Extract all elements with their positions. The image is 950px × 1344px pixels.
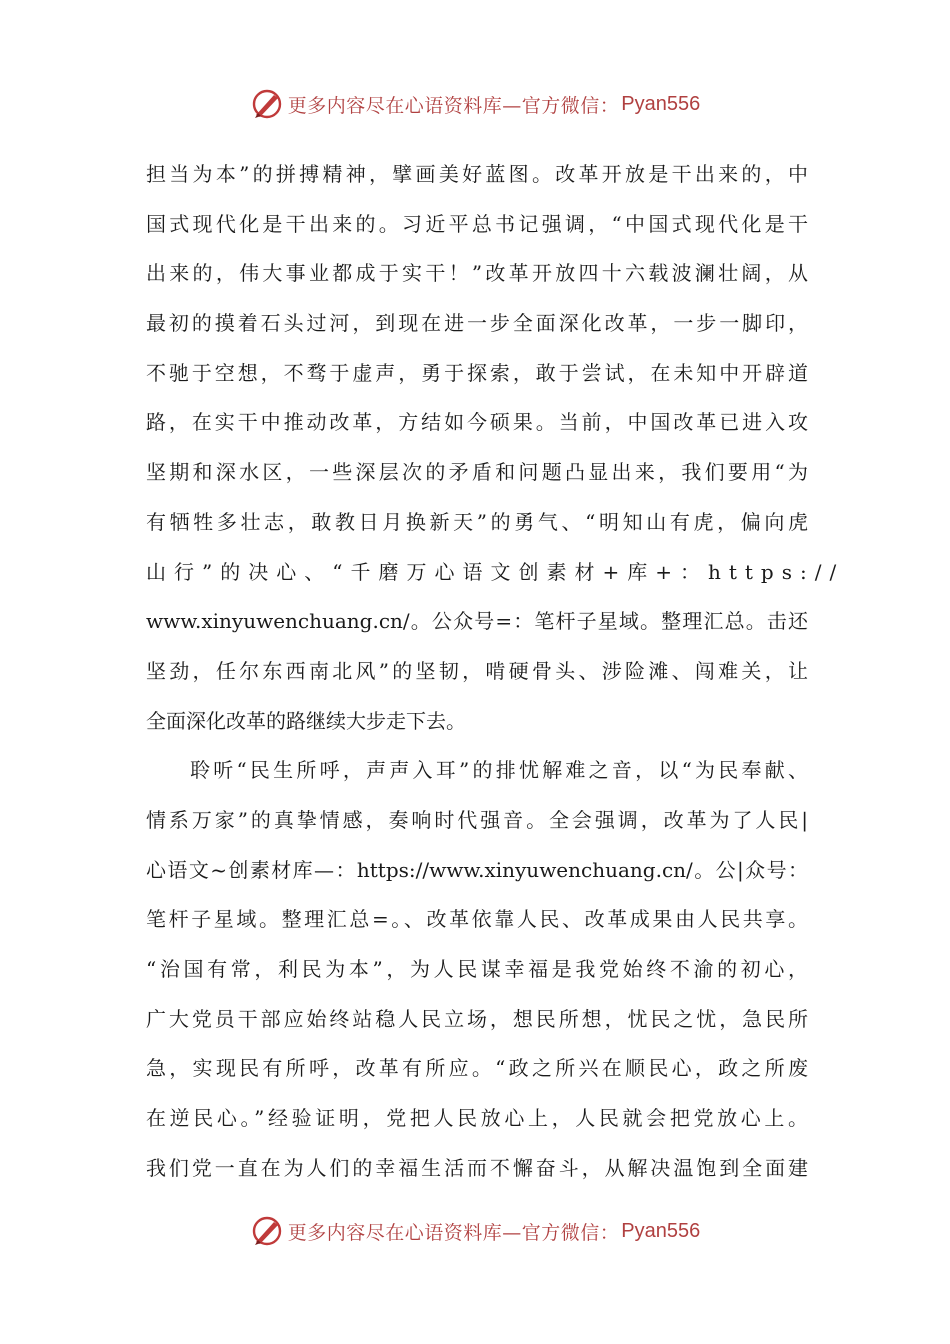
text-line: 不驰于空想，不骛于虚声，勇于探索，敢于尝试，在未知中开辟道 bbox=[146, 360, 808, 385]
wechat-id: Pyan556 bbox=[621, 1219, 701, 1242]
text-line: 最初的摸着石头过河，到现在进一步全面深化改革，一步一脚印， bbox=[146, 311, 808, 336]
text-line: 坚劲，任尔东西南北风”的坚韧，啃硬骨头、涉险滩、闯难关，让 bbox=[146, 658, 808, 683]
text-line: “治国有常，利民为本”，为人民谋幸福是我党始终不渝的初心， bbox=[146, 957, 808, 981]
text-line: 山行”的决心、“千磨万心语文创素材+库+：https:// bbox=[146, 559, 845, 584]
wechat-id: Pyan556 bbox=[621, 92, 701, 115]
text-line: 有牺牲多壮志，敢教日月换新天”的勇气、“明知山有虎，偏向虎 bbox=[146, 509, 808, 534]
text-line: 国式现代化是干出来的。习近平总书记强调，“中国式现代化是干 bbox=[146, 211, 808, 236]
text-line: 笔杆子星域。整理汇总=。、改革依靠人民、改革成果由人民共享。 bbox=[146, 907, 808, 932]
footer-banner bbox=[0, 1211, 950, 1251]
text-line: 路，在实干中推动改革，方结如今硕果。当前，中国改革已进入攻 bbox=[146, 410, 808, 435]
header-banner bbox=[0, 84, 950, 124]
text-line: 出来的，伟大事业都成于实干！”改革开放四十六载波澜壮阔，从 bbox=[146, 261, 808, 286]
text-line: www.xinyuwenchuang.cn/。公众号=：笔杆子星域。整理汇总。击还 bbox=[146, 609, 808, 634]
document-body bbox=[146, 150, 845, 1193]
paragraph-2 bbox=[146, 746, 808, 1193]
text-line: 全面深化改革的路继续大步走下去。 bbox=[146, 708, 466, 733]
banner-text: 更多内容尽在心语资料库—官方微信： bbox=[287, 94, 620, 117]
pen-logo-icon bbox=[250, 1214, 284, 1248]
paragraph-1 bbox=[146, 150, 845, 746]
text-line: 在逆民心。”经验证明，党把人民放心上，人民就会把党放心上。 bbox=[146, 1106, 808, 1131]
banner-text: 更多内容尽在心语资料库—官方微信： bbox=[287, 1221, 620, 1244]
text-line: 情系万家”的真挚情感，奏响时代强音。全会强调，改革为了人民| bbox=[146, 807, 808, 832]
text-line: 心语文~创素材库—：https://www.xinyuwenchuang.cn/。公|众号： bbox=[146, 857, 808, 882]
text-line: 坚期和深水区，一些深层次的矛盾和问题凸显出来，我们要用“为 bbox=[146, 460, 808, 485]
text-line: 聆听“民生所呼，声声入耳”的排忧解难之音，以“为民奉献、 bbox=[190, 758, 808, 783]
pen-logo-icon bbox=[250, 87, 284, 121]
text-line: 广大党员干部应始终站稳人民立场，想民所想，忧民之忧，急民所 bbox=[146, 1006, 808, 1031]
text-line: 担当为本”的拼搏精神，擘画美好蓝图。改革开放是干出来的，中 bbox=[146, 162, 808, 186]
text-line: 我们党一直在为人们的幸福生活而不懈奋斗，从解决温饱到全面建 bbox=[146, 1155, 808, 1180]
text-line: 急，实现民有所呼，改革有所应。“政之所兴在顺民心，政之所废 bbox=[146, 1056, 808, 1081]
